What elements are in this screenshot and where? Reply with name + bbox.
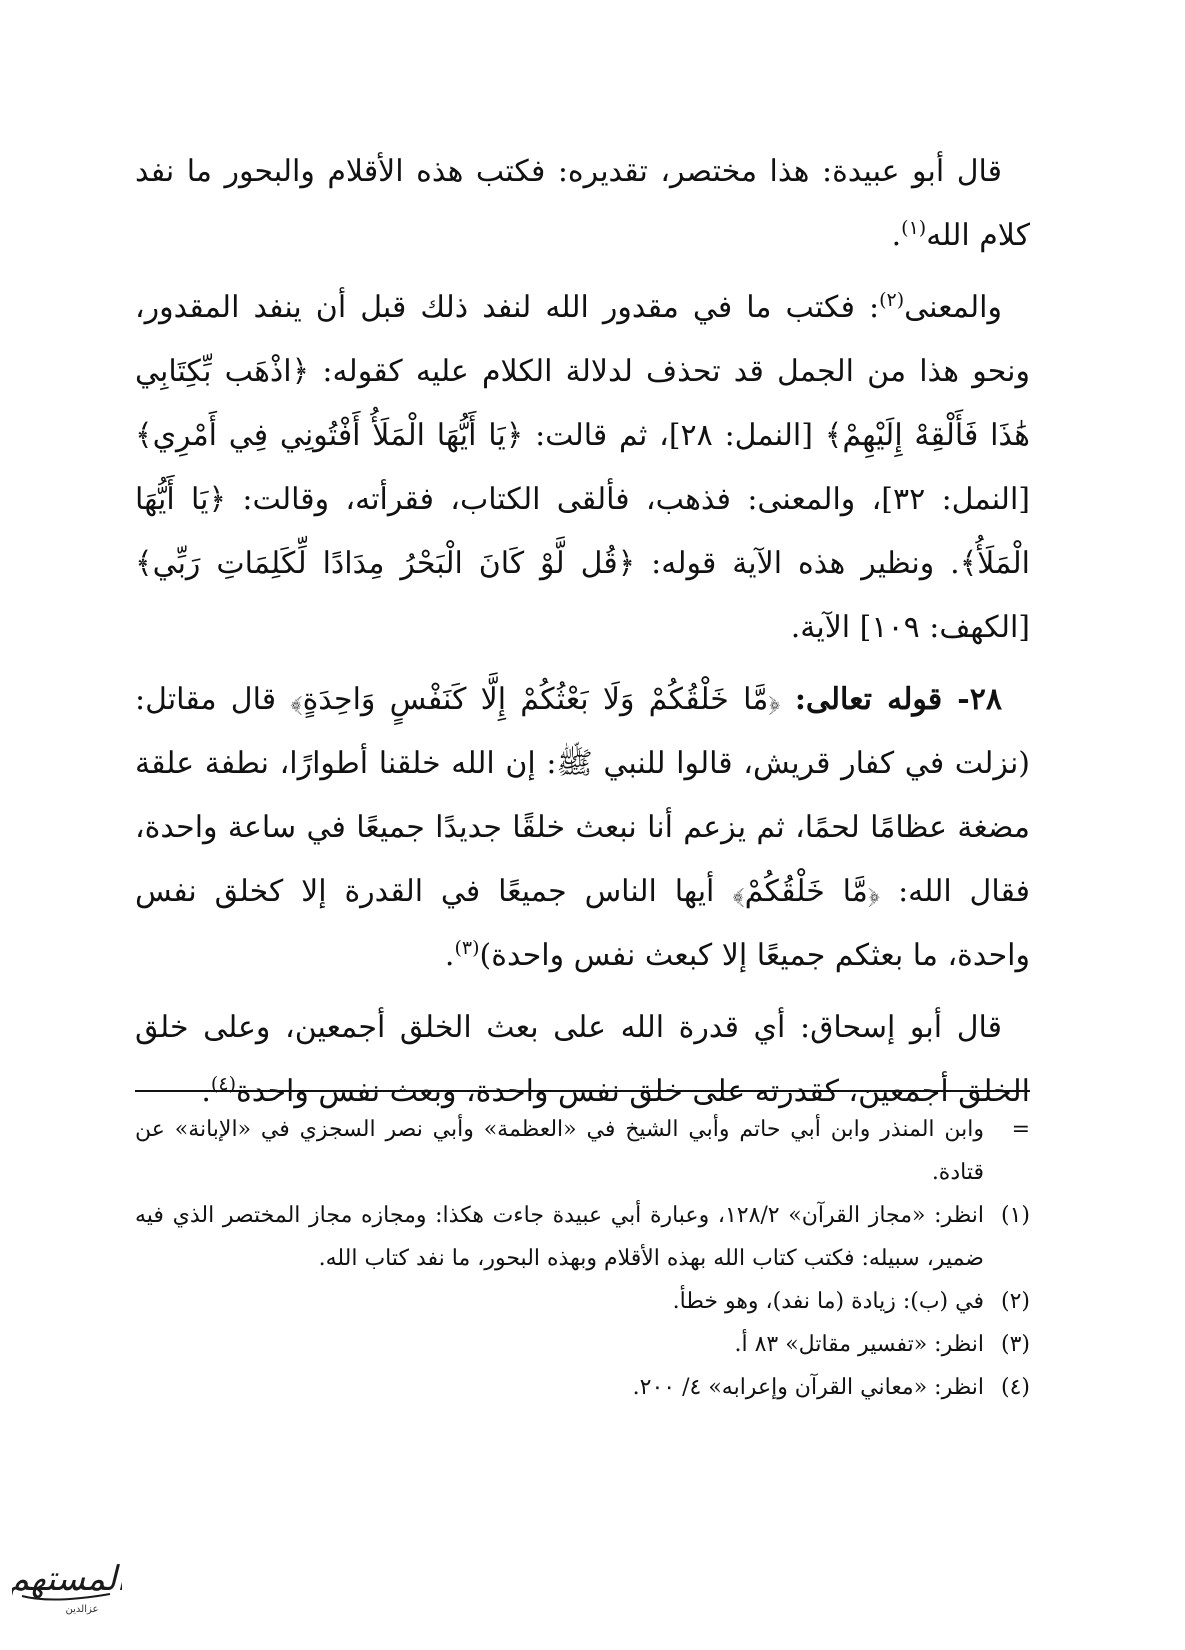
- footnote-text: انظر: «معاني القرآن وإعرابه» ٤/ ٢٠٠.: [632, 1375, 984, 1400]
- paragraph-3-text: ﴿مَّا خَلْقُكُمْ وَلَا بَعْثُكُمْ إِلَّا كَنَفْسٍ وَاحِدَةٍ﴾ قال مقاتل: (نزلت في كفار قريش، قالوا للنبي ﷺ: إن الله خلقنا أطوارًا، نطفة علقة مضغة عظامًا لحمًا، ثم يزعم أنا نبعث خلقًا جديدًا جميعًا في ساعة واحدة، فقال الله: ﴿مَّا خَلْقُكُمْ﴾ أيها الناس جميعًا في القدرة إلا كخلق نفس واحدة، ما بعثكم جميعًا إلا كبعث نفس واحدة): [135, 682, 1030, 973]
- footnote-text: في (ب): زيادة (ما نفد)، وهو خطأ.: [672, 1289, 984, 1314]
- footnote-text: وابن المنذر وابن أبي حاتم وأبي الشيخ في «العظمة» وأبي نصر السجزي في «الإبانة» عن قتادة.: [135, 1117, 984, 1185]
- footnote-ref-3[interactable]: (٣): [454, 937, 480, 959]
- footnote-ref-2[interactable]: (٢): [879, 289, 905, 311]
- footnote-divider: [135, 1090, 1030, 1092]
- footnote-ref-1[interactable]: (١): [901, 217, 927, 239]
- footnote-number: =: [1011, 1117, 1030, 1142]
- main-text: [135, 140, 1030, 1124]
- footnote-3: [135, 1323, 1030, 1366]
- footnote-continuation: [135, 1108, 1030, 1194]
- footnote-4: [135, 1366, 1030, 1409]
- paragraph-1-text: قال أبو عبيدة: هذا مختصر، تقديره: فكتب هذه الأقلام والبحور ما نفد كلام الله: [135, 154, 1030, 253]
- paragraph-4-text: قال أبو إسحاق: أي قدرة الله على بعث الخلق أجمعين، وعلى خلق الخلق أجمعين، كقدرته على خلق نفس واحدة، وبعث نفس واحدة: [135, 1010, 1030, 1109]
- footnote-number: (٣): [1000, 1332, 1030, 1357]
- calligraphy-logo-icon: [12, 1538, 122, 1628]
- paragraph-1: [135, 140, 1030, 268]
- publisher-logo: [12, 1538, 122, 1628]
- footnote-number: (١): [1000, 1203, 1030, 1228]
- footnote-number: (٤): [1000, 1375, 1030, 1400]
- footnote-2: [135, 1280, 1030, 1323]
- footnote-number: (٢): [1000, 1289, 1030, 1314]
- paragraph-4: [135, 996, 1030, 1124]
- paragraph-3-end: .: [444, 938, 455, 973]
- verse-number-lead: ٢٨- قوله تعالى:: [794, 682, 1002, 717]
- paragraph-2-text: : فكتب ما في مقدور الله لنفد ذلك قبل أن ينفد المقدور، ونحو هذا من الجمل قد تحذف لدلالة الكلام عليه كقوله: ﴿اذْهَب بِّكِتَابِي هَٰذَا فَأَلْقِهْ إِلَيْهِمْ﴾ [النمل: ٢٨]، ثم قالت: ﴿يَا أَيُّهَا الْمَلَأُ أَفْتُونِي فِي أَمْرِي﴾ [النمل: ٣٢]، والمعنى: فذهب، فألقى الكتاب، فقرأته، وقالت: ﴿يَا أَيُّهَا الْمَلَأُ﴾. ونظير هذه الآية قوله: ﴿قُل لَّوْ كَانَ الْبَحْرُ مِدَادًا لِّكَلِمَاتِ رَبِّي﴾ [الكهف: ١٠٩] الآية.: [135, 290, 1030, 645]
- footnote-text: انظر: «تفسير مقاتل» ٨٣ أ.: [734, 1332, 984, 1357]
- page-content: [135, 140, 1030, 1400]
- footnote-1: [135, 1194, 1030, 1280]
- paragraph-2: [135, 276, 1030, 660]
- paragraph-4-end: .: [201, 1074, 211, 1109]
- logo-text: المستهم: [12, 1559, 122, 1599]
- paragraph-1-end: .: [891, 218, 902, 253]
- footnote-ref-4[interactable]: (٤): [210, 1073, 236, 1095]
- footnote-text: انظر: «مجاز القرآن» ١٢٨/٢، وعبارة أبي عبيدة جاءت هكذا: ومجازه مجاز المختصر الذي فيه ضمير، سبيله: فكتب كتاب الله بهذه الأقلام وبهذه البحور، ما نفد كتاب الله.: [135, 1203, 984, 1271]
- footnotes: [135, 1108, 1030, 1409]
- paragraph-3: [135, 668, 1030, 988]
- logo-subtext: عزالدين: [65, 1604, 99, 1615]
- paragraph-2-start: والمعنى: [904, 290, 1002, 325]
